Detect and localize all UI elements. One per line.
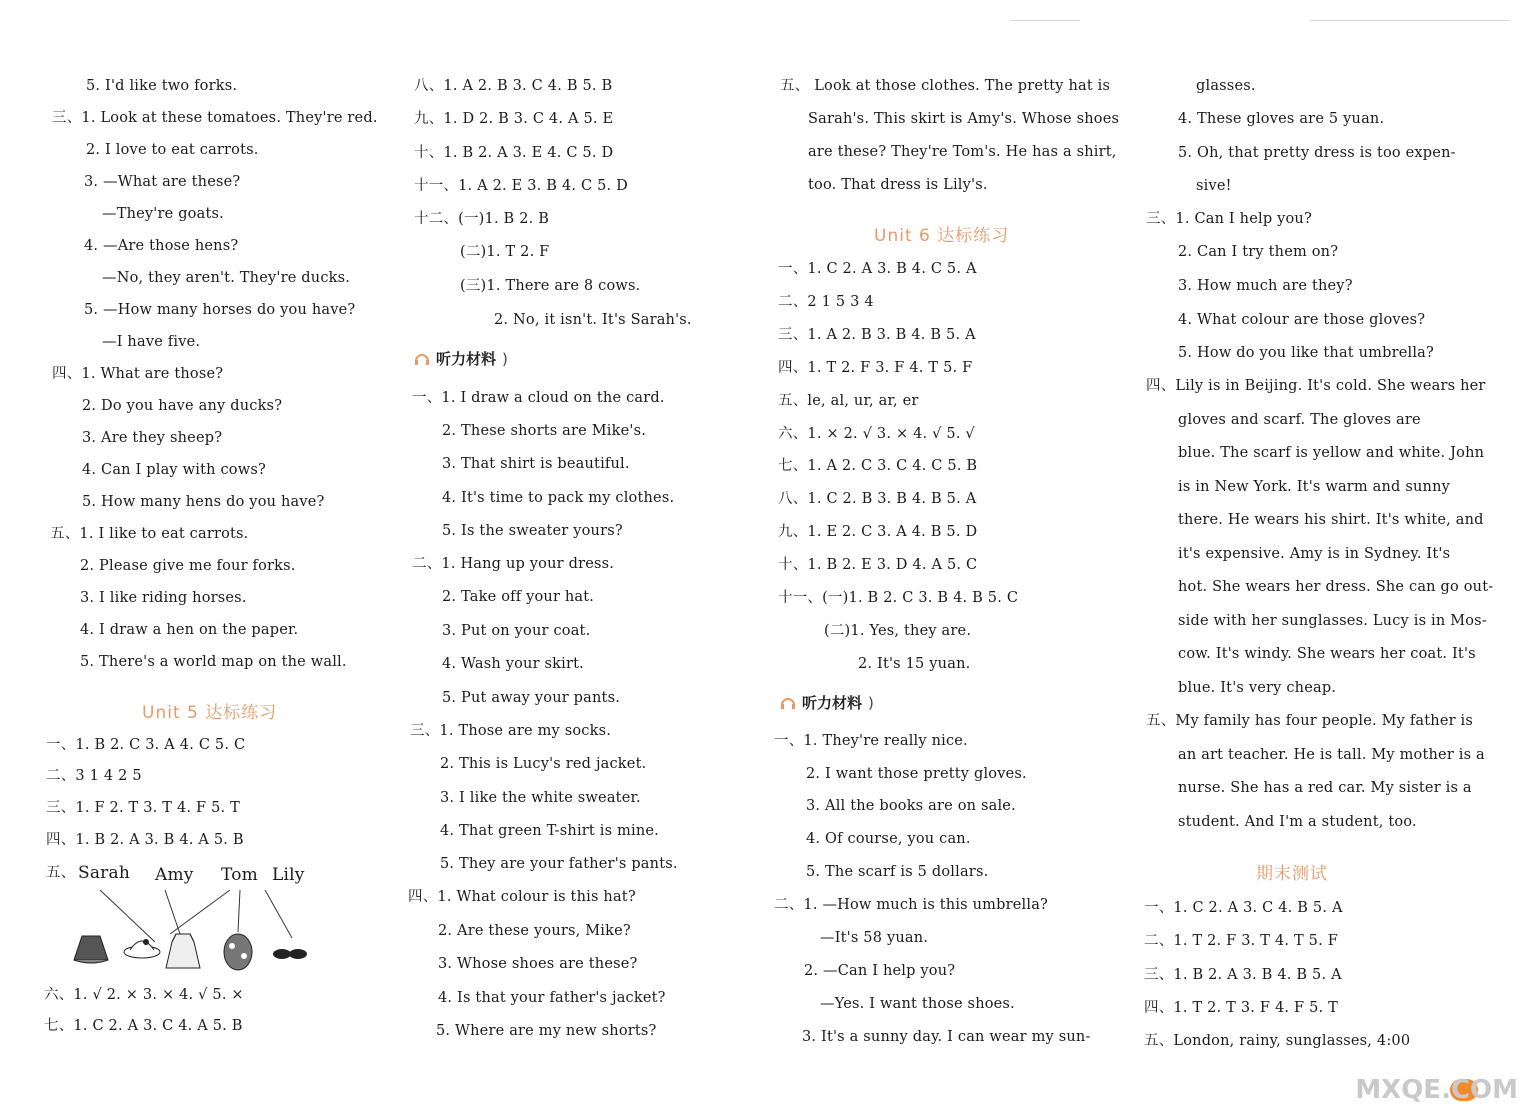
answer-line: 五、London, rainy, sunglasses, 4:00 bbox=[1144, 1033, 1411, 1049]
text-line: 一、1. I draw a cloud on the card. bbox=[412, 390, 665, 406]
text-line: 4. These gloves are 5 yuan. bbox=[1178, 111, 1385, 127]
answer-line: 七、1. C 2. A 3. C 4. A 5. B bbox=[44, 1018, 243, 1034]
answer-line: (二)1. T 2. F bbox=[460, 244, 550, 260]
text-line: is in New York. It's warm and sunny bbox=[1178, 479, 1451, 495]
text-line: 二、1. Hang up your dress. bbox=[412, 556, 615, 572]
unit-5-heading: Unit 5 达标练习 bbox=[142, 703, 278, 723]
text-line: blue. The scarf is yellow and white. John bbox=[1178, 445, 1485, 461]
listening-material-heading bbox=[780, 692, 874, 713]
text-line: Sarah's. This skirt is Amy's. Whose shoes bbox=[808, 111, 1120, 127]
answer-line: 三、1. B 2. A 3. B 4. B 5. A bbox=[1144, 967, 1342, 983]
text-line: 4. Can I play with cows? bbox=[82, 462, 266, 478]
text-line: 5. Oh, that pretty dress is too expen- bbox=[1178, 145, 1456, 161]
answer-line: 三、1. A 2. B 3. B 4. B 5. A bbox=[778, 327, 976, 343]
text-line: 4. It's time to pack my clothes. bbox=[442, 490, 675, 506]
text-line: glasses. bbox=[1196, 78, 1256, 94]
listening-material-heading bbox=[414, 348, 508, 369]
answer-line: 六、1. √ 2. × 3. × 4. √ 5. × bbox=[44, 987, 244, 1003]
text-line: nurse. She has a red car. My sister is a bbox=[1178, 780, 1472, 796]
match-prefix: 五、 bbox=[46, 865, 76, 881]
top-rule bbox=[1310, 20, 1510, 21]
answer-line: 四、1. T 2. T 3. F 4. F 5. T bbox=[1144, 1000, 1338, 1016]
text-line: 2. Take off your hat. bbox=[442, 589, 595, 605]
text-line: sive! bbox=[1196, 178, 1232, 194]
watermark-text: MXQE.COM bbox=[1355, 1075, 1518, 1105]
match-name-tom: Tom bbox=[221, 865, 258, 885]
text-line: 2. Do you have any ducks? bbox=[82, 398, 283, 414]
text-line: 5. The scarf is 5 dollars. bbox=[806, 864, 989, 880]
answer-line: 八、1. A 2. B 3. C 4. B 5. B bbox=[414, 78, 613, 94]
text-line: 4. Of course, you can. bbox=[806, 831, 971, 847]
text-line: 三、1. Can I help you? bbox=[1146, 211, 1312, 227]
text-line: 五、1. I like to eat carrots. bbox=[50, 526, 249, 542]
text-line: 三、1. Those are my socks. bbox=[410, 723, 612, 739]
unit-6-heading: Unit 6 达标练习 bbox=[874, 226, 1010, 246]
answer-line: 二、2 1 5 3 4 bbox=[778, 294, 874, 310]
answer-line: 六、1. × 2. √ 3. × 4. √ 5. √ bbox=[778, 426, 975, 442]
text-line: 5. —How many horses do you have? bbox=[84, 302, 356, 318]
text-line: 3. That shirt is beautiful. bbox=[442, 456, 630, 472]
text-line: 四、Lily is in Beijing. It's cold. She wears her bbox=[1146, 378, 1486, 394]
answer-line: 四、1. T 2. F 3. F 4. T 5. F bbox=[778, 360, 973, 376]
text-line: 5. I'd like two forks. bbox=[86, 78, 238, 94]
text-line: 3. How much are they? bbox=[1178, 278, 1353, 294]
answer-line: 九、1. E 2. C 3. A 4. B 5. D bbox=[778, 524, 978, 540]
text-line: 3. All the books are on sale. bbox=[806, 798, 1016, 814]
text-line: 5. How do you like that umbrella? bbox=[1178, 345, 1435, 361]
text-line: 4. —Are those hens? bbox=[84, 238, 239, 254]
text-line: 2. These shorts are Mike's. bbox=[442, 423, 647, 439]
text-line: 2. Are these yours, Mike? bbox=[438, 923, 631, 939]
text-line: 4. That green T-shirt is mine. bbox=[440, 823, 659, 839]
text-line: —They're goats. bbox=[102, 206, 224, 222]
text-line: 2. —Can I help you? bbox=[804, 963, 956, 979]
text-line: 5. Is the sweater yours? bbox=[442, 523, 623, 539]
answer-line: 一、1. C 2. A 3. C 4. B 5. A bbox=[1144, 900, 1343, 916]
answer-line: 十、1. B 2. E 3. D 4. A 5. C bbox=[778, 557, 978, 573]
text-line: gloves and scarf. The gloves are bbox=[1178, 412, 1421, 428]
answer-line: (三)1. There are 8 cows. bbox=[460, 278, 641, 294]
answer-line: 十、1. B 2. A 3. E 4. C 5. D bbox=[414, 145, 614, 161]
shoes-icon bbox=[273, 949, 307, 959]
text-line: —I have five. bbox=[102, 334, 201, 350]
text-line: 2. Can I try them on? bbox=[1178, 244, 1339, 260]
text-line: cow. It's windy. She wears her coat. It's bbox=[1178, 646, 1476, 662]
text-line: 五、My family has four people. My father is bbox=[1146, 713, 1474, 729]
text-line: 3. —What are these? bbox=[84, 174, 241, 190]
text-line: 3. I like riding horses. bbox=[80, 590, 247, 606]
listening-material-title: 听力材料 bbox=[436, 350, 497, 368]
text-line: 3. Put on your coat. bbox=[442, 623, 591, 639]
answer-line: 五、le, al, ur, ar, er bbox=[778, 393, 919, 409]
answer-line: 十一、(一)1. B 2. C 3. B 4. B 5. C bbox=[778, 590, 1019, 606]
text-line: 4. Wash your skirt. bbox=[442, 656, 584, 672]
text-line: 四、1. What are those? bbox=[52, 366, 224, 382]
match-line bbox=[265, 890, 292, 938]
match-name-sarah: Sarah bbox=[78, 863, 130, 883]
text-line: there. He wears his shirt. It's white, and bbox=[1178, 512, 1484, 528]
match-name-lily: Lily bbox=[272, 865, 305, 885]
answer-line: 十二、(一)1. B 2. B bbox=[414, 211, 550, 227]
text-line: student. And I'm a student, too. bbox=[1178, 814, 1417, 830]
text-line: 一、1. They're really nice. bbox=[774, 733, 968, 749]
text-line: 五、 Look at those clothes. The pretty hat is bbox=[780, 78, 1111, 94]
text-line: —No, they aren't. They're ducks. bbox=[102, 270, 351, 286]
text-line: 4. I draw a hen on the paper. bbox=[80, 622, 299, 638]
text-line: 5. Put away your pants. bbox=[442, 690, 621, 706]
match-line bbox=[170, 890, 230, 934]
text-line: too. That dress is Lily's. bbox=[808, 177, 988, 193]
text-line: 5. There's a world map on the wall. bbox=[80, 654, 347, 670]
answer-line: 2. No, it isn't. It's Sarah's. bbox=[494, 312, 692, 328]
clothes-matching-illustration bbox=[60, 884, 320, 974]
answer-line: 十一、1. A 2. E 3. B 4. C 5. D bbox=[414, 178, 628, 194]
answer-line: 三、1. F 2. T 3. T 4. F 5. T bbox=[46, 800, 240, 816]
text-line: 2. This is Lucy's red jacket. bbox=[440, 756, 647, 772]
text-line: 2. I love to eat carrots. bbox=[86, 142, 259, 158]
shirt-icon bbox=[224, 934, 252, 970]
headphones-icon bbox=[780, 695, 796, 711]
text-line: 四、1. What colour is this hat? bbox=[408, 889, 636, 905]
text-line: 5. They are your father's pants. bbox=[440, 856, 678, 872]
text-line: 二、1. —How much is this umbrella? bbox=[774, 897, 1049, 913]
text-line: 4. Is that your father's jacket? bbox=[438, 990, 666, 1006]
skirt-icon bbox=[74, 936, 108, 963]
answer-line: 七、1. A 2. C 3. C 4. C 5. B bbox=[778, 458, 978, 474]
answer-line: 一、1. B 2. C 3. A 4. C 5. C bbox=[46, 737, 246, 753]
final-test-heading: 期末测试 bbox=[1256, 864, 1328, 884]
answer-line: 一、1. C 2. A 3. B 4. C 5. A bbox=[778, 261, 977, 277]
text-line: 2. Please give me four forks. bbox=[80, 558, 296, 574]
heading-bracket-icon: ) bbox=[502, 349, 508, 368]
text-line: 3. Are they sheep? bbox=[82, 430, 223, 446]
text-line: it's expensive. Amy is in Sydney. It's bbox=[1178, 546, 1451, 562]
match-line bbox=[100, 890, 155, 942]
text-line: are these? They're Tom's. He has a shirt, bbox=[808, 144, 1117, 160]
match-line bbox=[238, 890, 240, 932]
text-line: 3. It's a sunny day. I can wear my sun- bbox=[802, 1029, 1091, 1045]
answer-line: 九、1. D 2. B 3. C 4. A 5. E bbox=[414, 111, 614, 127]
text-line: 5. Where are my new shorts? bbox=[436, 1023, 657, 1039]
match-name-amy: Amy bbox=[155, 865, 194, 885]
answer-line: 2. It's 15 yuan. bbox=[858, 656, 971, 672]
text-line: 2. I want those pretty gloves. bbox=[806, 766, 1027, 782]
text-line: hot. She wears her dress. She can go out- bbox=[1178, 579, 1494, 595]
listening-material-title: 听力材料 bbox=[802, 694, 863, 712]
match-line bbox=[165, 890, 180, 934]
text-line: 3. I like the white sweater. bbox=[440, 790, 641, 806]
text-line: 三、1. Look at these tomatoes. They're red. bbox=[52, 110, 378, 126]
text-line: an art teacher. He is tall. My mother is a bbox=[1178, 747, 1485, 763]
text-line: 4. What colour are those gloves? bbox=[1178, 312, 1426, 328]
text-line: 3. Whose shoes are these? bbox=[438, 956, 638, 972]
headphones-icon bbox=[414, 351, 430, 367]
dress-icon bbox=[166, 934, 200, 968]
text-line: —Yes. I want those shoes. bbox=[820, 996, 1015, 1012]
text-line: —It's 58 yuan. bbox=[820, 930, 929, 946]
text-line: side with her sunglasses. Lucy is in Mos- bbox=[1178, 613, 1487, 629]
top-rule bbox=[1010, 20, 1080, 21]
answer-line: 二、3 1 4 2 5 bbox=[46, 768, 142, 784]
answer-line: 四、1. B 2. A 3. B 4. A 5. B bbox=[46, 832, 244, 848]
answer-line: 二、1. T 2. F 3. T 4. T 5. F bbox=[1144, 933, 1338, 949]
answer-line: 八、1. C 2. B 3. B 4. B 5. A bbox=[778, 491, 977, 507]
answer-line: (二)1. Yes, they are. bbox=[824, 623, 972, 639]
heading-bracket-icon: ) bbox=[868, 693, 874, 712]
text-line: 5. How many hens do you have? bbox=[82, 494, 325, 510]
text-line: blue. It's very cheap. bbox=[1178, 680, 1337, 696]
